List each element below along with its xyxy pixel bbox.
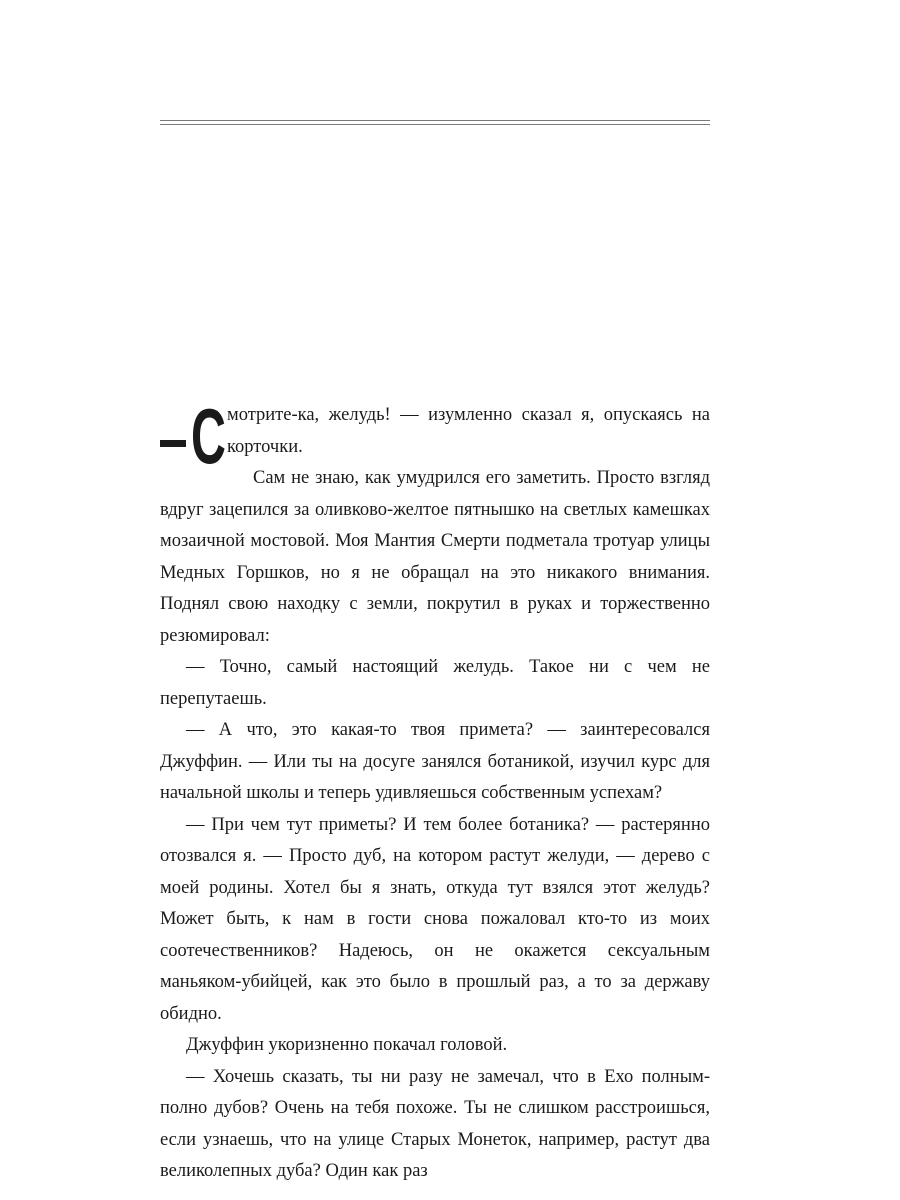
paragraph-2: Сам не знаю, как умудрился его заметить. Просто взгляд вдруг зацепился за оливково-желтое пятнышко на светлых камешках мозаичной мостовой. Моя Мантия Смерти подметала тротуар улицы Медных Горшков, но я не обращал на это никакого внимания. Поднял свою находку с земли, покрутил в руках и торжественно резюмировал: [160, 468, 710, 646]
paragraph-4: — А что, это какая-то твоя примета? — заинтересовался Джуффин. — Или ты на досуге занялся ботаникой, изучил курс для начальной школы и теперь удивляешься собственным успехам? [160, 720, 710, 803]
paragraph-1-text: мотрите-ка, желудь! — изумленно сказал я, опускаясь на корточки. [227, 405, 710, 457]
paragraph-6: Джуффин укоризненно покачал головой. [186, 1035, 508, 1055]
paragraph-1 [160, 392, 710, 480]
header-rule-bottom [160, 124, 710, 125]
drop-cap-dash [160, 440, 186, 447]
paragraph-3: — Точно, самый настоящий желудь. Такое ни с чем не перепутаешь. [160, 657, 710, 709]
paragraph-5: — При чем тут приметы? И тем более ботаника? — растерянно отозвался я. — Просто дуб, на котором растут желуди, — дерево с моей родины. Хотел бы я знать, откуда тут взялся этот желудь? Может быть, к нам в гости снова пожаловал кто-то из моих соотечественников? Надеюсь, он не окажется сексуальным маньяком-убийцей, как это было в прошлый раз, а то за державу обидно. [160, 814, 710, 1024]
paragraph-7: — Хочешь сказать, ты ни разу не замечал, что в Ехо полным-полно дубов? Очень на тебя похоже. Ты не слишком расстроишься, если узнаешь, что на улице Старых Монеток, например, растут два великолепных дуба? Один как раз [160, 1066, 710, 1181]
drop-cap-letter: С [191, 392, 226, 480]
drop-cap [160, 392, 226, 480]
body-text [160, 392, 710, 1188]
header-rule-top [160, 120, 710, 121]
